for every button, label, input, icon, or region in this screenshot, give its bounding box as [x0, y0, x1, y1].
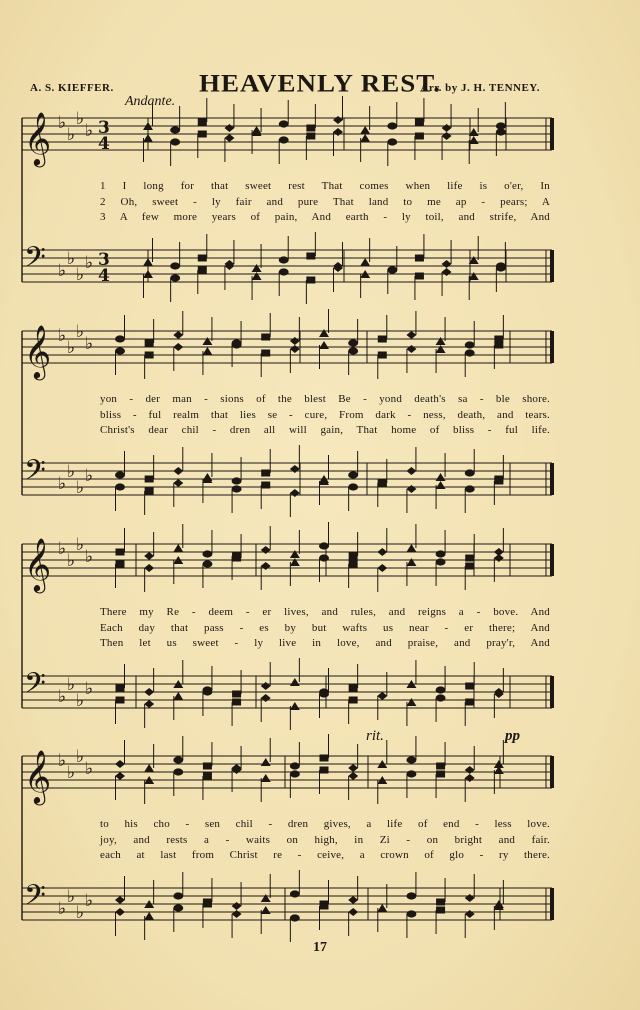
- flat-icon: ♭: [67, 462, 76, 482]
- note-head: [173, 892, 183, 899]
- note-head: [115, 908, 125, 916]
- note-head: [173, 479, 183, 487]
- note-head: [261, 906, 271, 914]
- note-head: [406, 910, 416, 917]
- note-head: [290, 345, 300, 353]
- note-head: [436, 763, 445, 770]
- time-signature: 4: [98, 266, 110, 286]
- note-head: [360, 258, 370, 266]
- flat-icon: ♭: [67, 887, 76, 907]
- note-head: [173, 343, 183, 351]
- note-head: [349, 561, 358, 568]
- note-head: [465, 774, 475, 782]
- note-head: [360, 126, 370, 134]
- note-head: [494, 554, 504, 562]
- lyric-line: Christ's dear chil - dren all will gain, That home of bliss - ful life.: [100, 424, 550, 436]
- note-head: [465, 349, 475, 356]
- note-head: [436, 686, 446, 693]
- note-head: [348, 772, 358, 780]
- note-head: [252, 264, 262, 272]
- note-head: [202, 550, 212, 557]
- note-head: [465, 683, 474, 690]
- note-head: [387, 138, 397, 145]
- note-head: [406, 467, 416, 475]
- note-head: [333, 116, 343, 124]
- note-head: [203, 773, 212, 780]
- note-head: [415, 133, 424, 140]
- note-head: [115, 335, 125, 342]
- note-head: [320, 767, 329, 774]
- flat-icon: ♭: [85, 253, 94, 273]
- note-head: [436, 345, 446, 353]
- note-head: [202, 337, 212, 345]
- note-head: [319, 554, 329, 561]
- note-head: [232, 553, 241, 560]
- note-head: [261, 774, 271, 782]
- flat-icon: ♭: [58, 326, 67, 346]
- flat-icon: ♭: [76, 478, 85, 498]
- pianissimo-marking: pp: [505, 728, 520, 744]
- note-head: [319, 690, 329, 697]
- flat-icon: ♭: [85, 334, 94, 354]
- note-head: [360, 134, 370, 142]
- time-signature: 3: [98, 250, 110, 270]
- note-head: [333, 128, 343, 136]
- note-head: [348, 896, 358, 904]
- note-head: [406, 345, 416, 353]
- note-head: [115, 896, 125, 904]
- note-head: [173, 692, 183, 700]
- note-head: [115, 483, 125, 490]
- hymn-title: HEAVENLY REST.: [198, 69, 442, 97]
- note-head: [170, 126, 180, 133]
- note-head: [348, 764, 358, 772]
- note-head: [116, 685, 125, 692]
- note-head: [279, 256, 289, 263]
- note-head: [406, 770, 416, 777]
- note-head: [290, 762, 300, 769]
- treble-clef-icon: 𝄞: [24, 749, 52, 803]
- note-head: [465, 469, 475, 476]
- note-head: [261, 482, 270, 489]
- note-head: [203, 901, 212, 908]
- note-head: [232, 485, 242, 492]
- note-head: [377, 692, 387, 700]
- note-head: [224, 134, 234, 142]
- lyric-line: each at last from Christ re - ceive, a crown of glo - ry there.: [100, 849, 550, 861]
- note-head: [290, 465, 300, 473]
- note-head: [378, 336, 387, 343]
- flat-icon: ♭: [85, 679, 94, 699]
- note-head: [319, 329, 329, 337]
- bass-clef-icon: 𝄢: [24, 454, 46, 494]
- note-head: [115, 772, 125, 780]
- note-head: [442, 132, 452, 140]
- note-head: [436, 907, 445, 914]
- note-head: [290, 678, 300, 686]
- note-head: [349, 697, 358, 704]
- note-head: [465, 766, 475, 774]
- note-head: [279, 120, 289, 127]
- note-head: [377, 548, 387, 556]
- flat-icon: ♭: [67, 551, 76, 571]
- note-head: [144, 912, 154, 920]
- note-head: [115, 347, 125, 354]
- flat-icon: ♭: [58, 261, 67, 281]
- note-head: [465, 894, 475, 902]
- note-head: [115, 471, 125, 478]
- note-head: [202, 347, 212, 355]
- note-head: [203, 763, 212, 770]
- note-head: [349, 553, 358, 560]
- note-head: [116, 549, 125, 556]
- note-head: [442, 268, 452, 276]
- note-head: [465, 485, 475, 492]
- lyric-line: 2 Oh, sweet - ly fair and pure That land to me ap - pears; A: [100, 196, 550, 208]
- note-head: [348, 908, 358, 916]
- flat-icon: ♭: [76, 322, 85, 342]
- note-head: [173, 467, 183, 475]
- note-head: [261, 562, 271, 570]
- note-head: [348, 483, 358, 490]
- note-head: [465, 563, 474, 570]
- note-head: [377, 564, 387, 572]
- note-head: [173, 756, 183, 763]
- note-head: [436, 473, 446, 481]
- note-head: [252, 272, 262, 280]
- note-head: [170, 274, 180, 281]
- note-head: [436, 481, 446, 489]
- note-head: [436, 771, 445, 778]
- note-head: [406, 756, 416, 763]
- note-head: [198, 131, 207, 138]
- note-head: [306, 125, 315, 132]
- note-head: [378, 352, 387, 359]
- note-head: [436, 550, 446, 557]
- note-head: [232, 910, 242, 918]
- note-head: [144, 552, 154, 560]
- note-head: [349, 685, 358, 692]
- lyric-line: yon - der man - sions of the blest Be - yond death's sa - ble shore.: [100, 393, 550, 405]
- note-head: [306, 277, 315, 284]
- note-head: [279, 268, 289, 275]
- note-head: [320, 755, 329, 762]
- tempo-marking: Andante.: [125, 94, 176, 109]
- note-head: [261, 758, 271, 766]
- note-head: [173, 544, 183, 552]
- note-head: [173, 768, 183, 775]
- flat-icon: ♭: [85, 759, 94, 779]
- note-head: [279, 136, 289, 143]
- note-head: [202, 688, 212, 695]
- lyric-line: Each day that pass - es by but wafts us near - er there; And: [100, 622, 550, 634]
- note-head: [145, 476, 154, 483]
- lyric-line: bliss - ful realm that lies se - cure, From dark - ness, death, and tears.: [100, 409, 550, 421]
- note-head: [442, 260, 452, 268]
- note-head: [290, 550, 300, 558]
- note-head: [290, 489, 300, 497]
- treble-clef-icon: 𝄞: [24, 324, 52, 378]
- note-head: [290, 914, 300, 921]
- note-head: [436, 337, 446, 345]
- flat-icon: ♭: [58, 474, 67, 494]
- arranger-credit: Arr. by J. H. TENNEY.: [420, 82, 540, 94]
- note-head: [198, 119, 207, 126]
- note-head: [290, 337, 300, 345]
- note-head: [496, 128, 506, 135]
- composer-credit: A. S. KIEFFER.: [30, 82, 114, 94]
- note-head: [306, 133, 315, 140]
- flat-icon: ♭: [58, 113, 67, 133]
- note-head: [465, 555, 474, 562]
- note-head: [198, 255, 207, 262]
- flat-icon: ♭: [76, 265, 85, 285]
- flat-icon: ♭: [67, 125, 76, 145]
- note-head: [173, 904, 183, 911]
- note-head: [415, 273, 424, 280]
- note-head: [306, 253, 315, 260]
- note-head: [198, 267, 207, 274]
- note-head: [261, 470, 270, 477]
- lyric-line: 1 I long for that sweet rest That comes when life is o'er, In: [100, 180, 550, 192]
- note-head: [144, 700, 154, 708]
- note-head: [348, 339, 358, 346]
- note-head: [496, 264, 506, 271]
- note-head: [261, 546, 271, 554]
- flat-icon: ♭: [67, 338, 76, 358]
- lyric-line: 3 A few more years of pain, And earth - ly toil, and strife, And: [100, 211, 550, 223]
- flat-icon: ♭: [67, 675, 76, 695]
- note-head: [116, 561, 125, 568]
- lyric-line: joy, and rests a - waits on high, in Zi - on bright and fair.: [100, 834, 550, 846]
- time-signature: 3: [98, 118, 110, 138]
- note-head: [232, 339, 242, 346]
- note-head: [319, 542, 329, 549]
- note-head: [144, 564, 154, 572]
- flat-icon: ♭: [67, 763, 76, 783]
- note-head: [145, 352, 154, 359]
- note-head: [202, 560, 212, 567]
- lyric-line: There my Re - deem - er lives, and rules, and reigns a - bove. And: [100, 606, 550, 618]
- note-head: [465, 699, 474, 706]
- lyric-line: Then let us sweet - ly live in love, and praise, and pray'r, And: [100, 637, 550, 649]
- note-head: [143, 258, 153, 266]
- flat-icon: ♭: [58, 899, 67, 919]
- note-head: [261, 682, 271, 690]
- note-head: [224, 124, 234, 132]
- note-head: [415, 255, 424, 262]
- note-head: [387, 266, 397, 273]
- note-head: [415, 119, 424, 126]
- note-head: [378, 480, 387, 487]
- note-head: [442, 124, 452, 132]
- note-head: [145, 488, 154, 495]
- note-head: [406, 544, 416, 552]
- flat-icon: ♭: [76, 747, 85, 767]
- note-head: [261, 694, 271, 702]
- note-head: [436, 694, 446, 701]
- flat-icon: ♭: [85, 891, 94, 911]
- note-head: [406, 892, 416, 899]
- note-head: [232, 477, 242, 484]
- flat-icon: ♭: [85, 121, 94, 141]
- flat-icon: ♭: [76, 903, 85, 923]
- note-head: [494, 478, 503, 485]
- bass-clef-icon: 𝄢: [24, 241, 46, 281]
- note-head: [116, 697, 125, 704]
- note-head: [348, 471, 358, 478]
- flat-icon: ♭: [67, 249, 76, 269]
- note-head: [387, 122, 397, 129]
- note-head: [406, 331, 416, 339]
- note-head: [494, 336, 503, 343]
- note-head: [143, 134, 153, 142]
- note-head: [144, 688, 154, 696]
- flat-icon: ♭: [76, 691, 85, 711]
- note-head: [319, 341, 329, 349]
- flat-icon: ♭: [85, 466, 94, 486]
- note-head: [232, 902, 242, 910]
- note-head: [115, 760, 125, 768]
- ritardando-marking: rit.: [366, 728, 384, 744]
- note-head: [170, 138, 180, 145]
- flat-icon: ♭: [58, 539, 67, 559]
- note-head: [377, 904, 387, 912]
- note-head: [261, 894, 271, 902]
- note-head: [145, 340, 154, 347]
- flat-icon: ♭: [76, 535, 85, 555]
- note-head: [406, 558, 416, 566]
- note-head: [144, 764, 154, 772]
- note-head: [232, 699, 241, 706]
- note-head: [465, 910, 475, 918]
- note-head: [436, 899, 445, 906]
- note-head: [465, 341, 475, 348]
- flat-icon: ♭: [58, 751, 67, 771]
- note-head: [494, 342, 503, 349]
- note-head: [320, 903, 329, 910]
- bass-clef-icon: 𝄢: [24, 879, 46, 919]
- note-head: [290, 770, 300, 777]
- bass-clef-icon: 𝄢: [24, 667, 46, 707]
- note-head: [261, 334, 270, 341]
- note-head: [290, 890, 300, 897]
- note-head: [436, 558, 446, 565]
- note-head: [406, 698, 416, 706]
- flat-icon: ♭: [58, 687, 67, 707]
- note-head: [170, 262, 180, 269]
- note-head: [252, 126, 262, 134]
- treble-clef-icon: 𝄞: [24, 537, 52, 591]
- flat-icon: ♭: [76, 109, 85, 129]
- page-number: 17: [313, 940, 327, 955]
- treble-clef-icon: 𝄞: [24, 111, 52, 165]
- note-head: [290, 702, 300, 710]
- note-head: [173, 331, 183, 339]
- note-head: [232, 691, 241, 698]
- lyric-line: to his cho - sen chil - dren gives, a life of end - less love.: [100, 818, 550, 830]
- note-head: [290, 558, 300, 566]
- flat-icon: ♭: [85, 547, 94, 567]
- note-head: [261, 350, 270, 357]
- note-head: [348, 347, 358, 354]
- time-signature: 4: [98, 134, 110, 154]
- note-head: [406, 485, 416, 493]
